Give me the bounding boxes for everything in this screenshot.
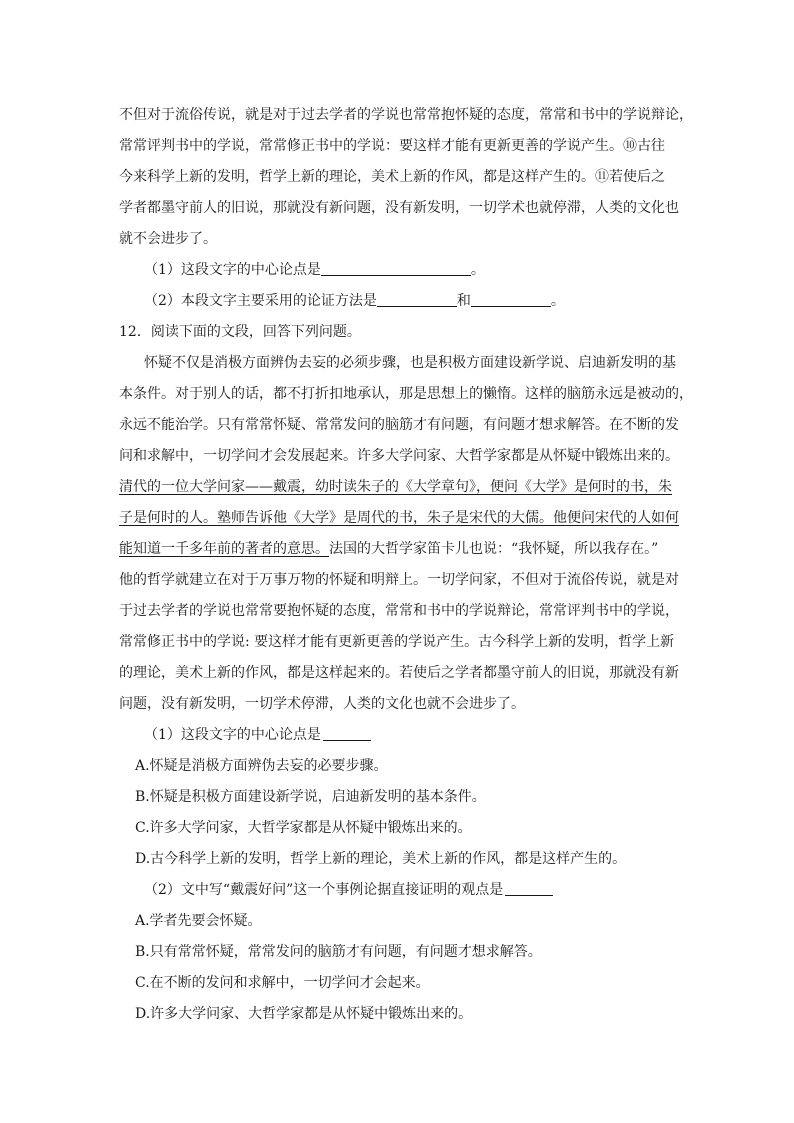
- passage-line: 本条件。对于别人的话，都不打折扣地承认，那是思想上的懒惰。这样的脑筋永远是被动的，: [119, 386, 693, 402]
- passage-line: 问题，没有新发明，一切学术停滞，人类的文化也就不会进步了。: [119, 696, 525, 712]
- passage-line: 今来科学上新的发明，哲学上新的理论，美术上新的作风，都是这样产生的。⑪若使后之: [119, 169, 665, 185]
- option-d[interactable]: D.许多大学问家、大哲学家都是从怀疑中锻炼出来的。: [135, 1006, 473, 1022]
- question-11-2: [119, 286, 679, 317]
- option-c[interactable]: C.许多大学问家，大哲学家都是从怀疑中锻炼出来的。: [135, 820, 472, 836]
- passage-line-underlined: [119, 472, 679, 503]
- passage-line: 他的哲学就建立在对于万事万物的怀疑和明辩上。一切学问家，不但对于流俗传说，就是对: [119, 572, 679, 588]
- question-12-heading: 12．阅读下面的文段，回答下列问题。: [119, 324, 361, 340]
- option-a[interactable]: A.学者先要会怀疑。: [135, 913, 262, 929]
- passage-line: 常常评判书中的学说，常常修正书中的学说：要这样才能有更新更善的学说产生。⑩古往: [119, 138, 665, 154]
- passage-line: 学者都墨守前人的旧说，那就没有新问题，没有新发明，一切学术也就停滞，人类的文化也: [119, 200, 679, 216]
- passage-line: 不但对于流俗传说，就是对于过去学者的学说也常常抱怀疑的态度，常常和书中的学说辩论，: [119, 107, 693, 123]
- passage-line: 于过去学者的学说也常常要抱怀疑的态度，常常和书中的学说辩论，常常评判书中的学说，: [119, 603, 679, 619]
- passage-line: 问和求解中，一切学问才会发展起来。许多大学问家、大哲学家都是从怀疑中锻炼出来的。: [119, 448, 679, 464]
- question-prompt: （2）本段文字主要采用的论证方法是: [144, 293, 377, 309]
- question-prompt: （1）这段文字的中心论点是: [144, 262, 321, 278]
- page-content: [119, 100, 693, 1030]
- answer-blank[interactable]: [377, 292, 457, 307]
- passage-line-underlined: [119, 503, 679, 534]
- passage-line: 常常修正书中的学说: 要这样才能有更新更善的学说产生。古今科学上新的发明，哲学上新: [119, 634, 675, 650]
- question-11-1: [119, 255, 679, 286]
- answer-blank[interactable]: [471, 292, 551, 307]
- answer-blank[interactable]: [321, 261, 471, 276]
- answer-blank[interactable]: [505, 881, 553, 896]
- option-a[interactable]: A.怀疑是消极方面辨伪去妄的必要步骤。: [135, 758, 388, 774]
- option-c[interactable]: C.在不断的发问和求解中，一切学问才会起来。: [135, 975, 430, 991]
- question-suffix: 。: [470, 262, 485, 278]
- passage-line: 的理论，美术上新的作风，都是这样起来的。若使后之学者都墨守前人的旧说，那就没有新: [119, 665, 679, 681]
- question-12-1: [119, 720, 679, 751]
- passage-line: 永远不能治学。只有常常怀疑、常常发问的脑筋才有问题，有问题才想求解答。在不断的发: [119, 417, 679, 433]
- passage-text: 法国的大哲学家笛卡儿也说：“我怀疑，所以我存在。”: [329, 541, 659, 557]
- underlined-text: 能知道一千多年前的著者的意思。: [119, 541, 329, 557]
- question-prompt: （1）这段文字的中心论点是: [144, 727, 321, 743]
- question-connector: 和: [456, 293, 471, 309]
- question-12-2: [119, 875, 679, 906]
- option-b[interactable]: B.怀疑是积极方面建设新学说，启迪新发明的基本条件。: [135, 789, 486, 805]
- question-prompt: （2）文中写“戴震好问”这一个事例论据直接证明的观点是: [144, 882, 504, 898]
- passage-line: 就不会进步了。: [119, 231, 217, 247]
- option-b[interactable]: B.只有常常怀疑，常常发问的脑筋才有问题，有问题才想求解答。: [135, 944, 542, 960]
- question-suffix: 。: [550, 293, 565, 309]
- passage-line: 怀疑不仅是消极方面辨伪去妄的必须步骤，也是积极方面建设新学说、启迪新发明的基: [144, 355, 676, 371]
- passage-line-mixed: [119, 534, 679, 565]
- option-d[interactable]: D.古今科学上新的发明，哲学上新的理论，美术上新的作风，都是这样产生的。: [135, 851, 627, 867]
- answer-blank[interactable]: [323, 726, 371, 741]
- underlined-text: 子是何时的人。塾师告诉他《大学》是周代的书，朱子是宋代的大儒。他便问宋代的人如何: [119, 510, 679, 526]
- underlined-text: 清代的一位大学问家——戴震，幼时读朱子的《大学章句》，便问《大学》是何时的书，朱: [119, 479, 672, 495]
